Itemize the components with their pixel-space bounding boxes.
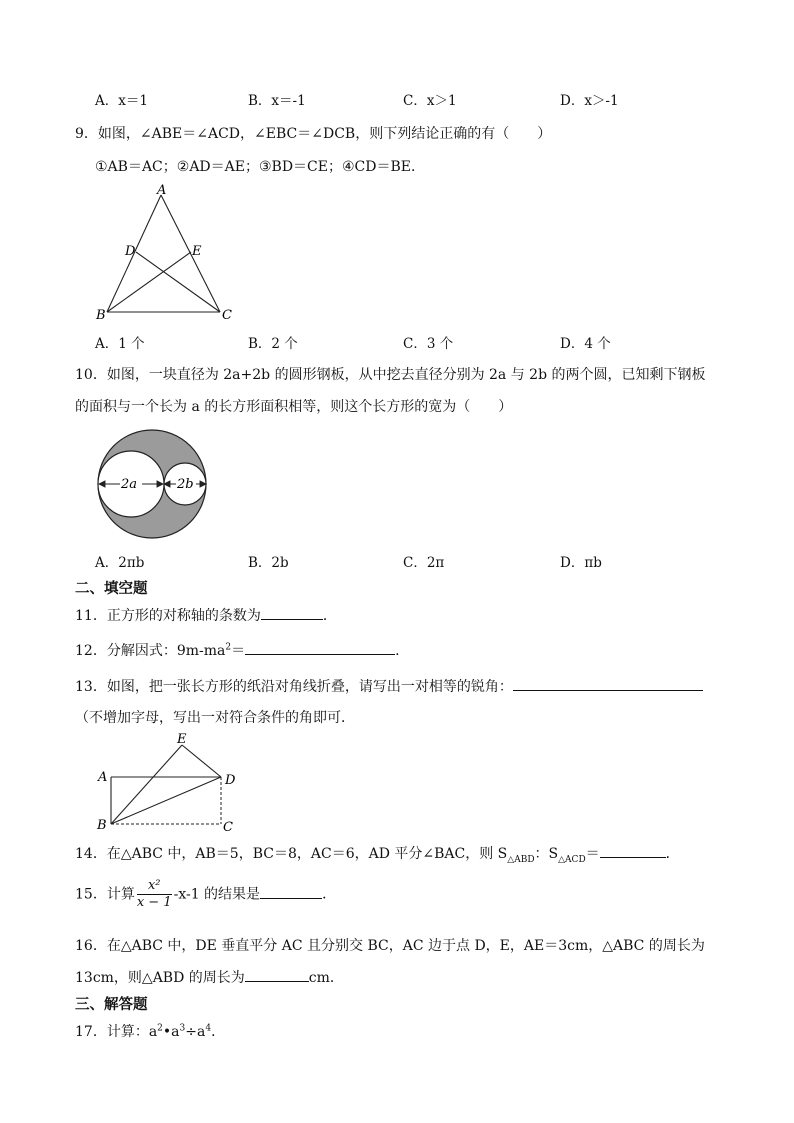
q11-end: ． [322, 608, 337, 624]
q9-label-b: B [96, 308, 106, 323]
q10-option-a: A．2πb [95, 555, 145, 571]
q12 [75, 640, 400, 660]
q13-label-b: B [97, 818, 107, 833]
q13-label-a: A [98, 770, 108, 785]
q13-answer-blank[interactable] [513, 676, 703, 691]
q12-answer-blank[interactable] [245, 640, 395, 655]
q11-text: 11．正方形的对称轴的条数为 [75, 608, 261, 624]
q17-m1: •a [162, 1024, 180, 1040]
q9-stem: 9．如图，∠ABE＝∠ACD，∠EBC＝∠DCB，则下列结论正确的有（ ） [75, 126, 552, 142]
q10-option-c: C．2π [403, 555, 445, 571]
q15 [75, 878, 336, 911]
q8-option-d: D．x＞-1 [560, 93, 619, 109]
q14-sub2: △ACD [558, 854, 586, 865]
q11 [75, 605, 337, 625]
q13-text: 13．如图，把一张长方形的纸沿对角线折叠，请写出一对相等的锐角： [75, 679, 513, 695]
q9-side-ac [161, 195, 220, 312]
q10-label-2b: 2b [177, 477, 194, 492]
q14-answer-blank[interactable] [600, 843, 666, 858]
q14-sub1: △ABD [507, 854, 535, 865]
q16-line2 [75, 967, 344, 987]
q9-option-b: B．2 个 [248, 336, 298, 352]
q15-numerator: x² [137, 878, 172, 895]
q16-answer-blank[interactable] [245, 967, 309, 982]
q15-pre: 15．计算 [75, 886, 135, 903]
q17-m2: ÷a [185, 1024, 206, 1040]
q13-label-d: D [225, 773, 236, 788]
q17-sup2: 3 [179, 1023, 186, 1034]
q10-label-2a: 2a [121, 477, 138, 492]
q13-diagonal-bd [111, 777, 221, 824]
q17-sup3: 4 [205, 1023, 212, 1034]
q14-end: ． [665, 846, 680, 862]
q14-eq: ＝ [585, 846, 600, 862]
q10-line2: 的面积与一个长为 a 的长方形面积相等，则这个长方形的宽为（ ） [75, 399, 513, 415]
q13-label-e: E [177, 732, 187, 747]
q13-segment-ed [182, 745, 221, 777]
q9-option-c: C．3 个 [403, 336, 454, 352]
q13-line1 [75, 676, 703, 696]
q12-eq: ＝ [231, 643, 246, 659]
section-answer-title: 三、解答题 [75, 996, 148, 1013]
q17-end: ． [211, 1024, 226, 1040]
q17-sup1: 2 [157, 1023, 163, 1034]
q12-sup: 2 [225, 642, 232, 653]
q9-label-d: D [125, 244, 136, 259]
q16-line2-post: cm． [308, 970, 344, 986]
q13-label-c: C [223, 820, 233, 834]
q15-answer-blank[interactable] [260, 884, 322, 899]
q14 [75, 843, 680, 865]
q15-post: -x-1 的结果是 [173, 886, 261, 903]
q9-triangle-figure [90, 183, 250, 323]
q8-option-a: A．x＝1 [95, 93, 148, 109]
q12-text: 12．分解因式：9m-ma [75, 643, 226, 659]
q9-option-a: A．1 个 [95, 336, 145, 352]
q13-fold-figure [94, 732, 244, 834]
q9-label-a: A [157, 183, 167, 198]
q8-option-b: B．x＝-1 [248, 93, 306, 109]
q15-end: ． [322, 886, 337, 903]
q14-mid: ：S [534, 846, 559, 862]
q15-denominator: x − 1 [136, 895, 172, 910]
q15-fraction [137, 878, 172, 911]
q16-line1: 16．在△ABC 中，DE 垂直平分 AC 且分别交 BC，AC 边于点 D，E，AE＝3cm，△ABC 的周长为 [75, 938, 705, 954]
q17 [75, 1021, 225, 1041]
q9-items: ①AB＝AC；②AD＝AE；③BD＝CE；④CD＝BE． [95, 159, 425, 175]
q10-circle-figure [94, 428, 214, 542]
q10-line1: 10．如图，一块直径为 2a+2b 的圆形钢板，从中挖去直径分别为 2a 与 2b 的两个圆，已知剩下钢板 [75, 367, 706, 383]
q13-segment-be [111, 745, 182, 824]
q9-label-e: E [192, 244, 202, 259]
q12-end: . [395, 643, 400, 659]
q10-option-d: D．πb [560, 555, 602, 571]
q10-option-b: B．2b [248, 555, 289, 571]
q17-pre: 17．计算：a [75, 1024, 158, 1040]
q9-label-c: C [222, 308, 232, 323]
q16-line2-pre: 13cm，则△ABD 的周长为 [75, 970, 245, 986]
q11-answer-blank[interactable] [261, 605, 323, 620]
q14-text: 14．在△ABC 中，AB＝5，BC＝8，AC＝6，AD 平分∠BAC，则 S [75, 846, 508, 862]
q13-line2: （不增加字母，写出一对符合条件的角即可． [75, 710, 355, 726]
q9-option-d: D．4 个 [560, 336, 611, 352]
section-fill-in-title: 二、填空题 [75, 580, 148, 597]
q8-option-c: C．x＞1 [403, 93, 457, 109]
